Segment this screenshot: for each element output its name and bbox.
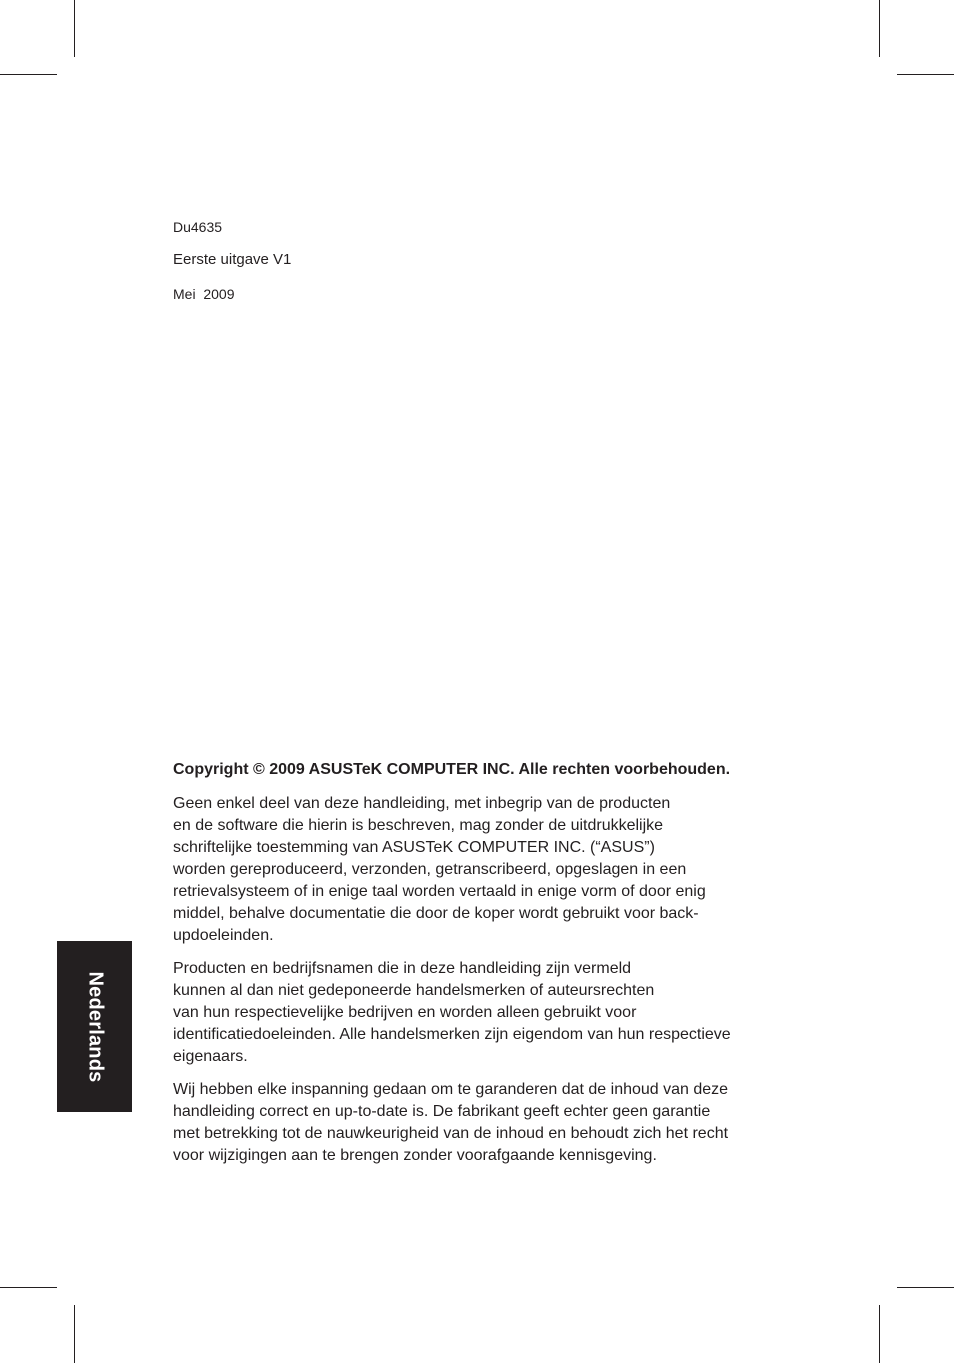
crop-mark-top-right-horizontal (897, 74, 954, 75)
crop-mark-bottom-left-horizontal (0, 1287, 57, 1288)
crop-mark-top-left-vertical (74, 0, 75, 57)
paragraph-reproduction (173, 793, 793, 947)
paragraph-line: identificatiedoeleinden. Alle handelsmerken zijn eigendom van hun respectieve (173, 1026, 731, 1043)
language-side-tab-label: Nederlands (84, 971, 106, 1082)
crop-mark-top-left-horizontal (0, 74, 57, 75)
paragraph-line: middel, behalve documentatie die door de koper wordt gebruikt voor back- (173, 905, 699, 922)
language-side-tab (57, 941, 132, 1112)
crop-mark-bottom-right-horizontal (897, 1287, 954, 1288)
paragraph-line: updoeleinden. (173, 927, 274, 944)
paragraph-line: en de software die hierin is beschreven, mag zonder de uitdrukkelijke (173, 817, 664, 834)
paragraph-line: van hun respectievelijke bedrijven en worden alleen gebruikt voor (173, 1004, 637, 1021)
publication-date: Mei 2009 (173, 286, 235, 302)
paragraph-disclaimer (173, 1079, 793, 1167)
copyright-notice: Copyright © 2009 ASUSTeK COMPUTER INC. Alle rechten voorbehouden. (173, 761, 731, 778)
crop-mark-top-right-vertical (879, 0, 880, 57)
paragraph-line: Geen enkel deel van deze handleiding, met inbegrip van de producten (173, 795, 671, 812)
paragraph-trademarks (173, 958, 793, 1068)
edition-label: Eerste uitgave V1 (173, 251, 292, 268)
copyright-section (173, 759, 793, 1178)
document-code: Du4635 (173, 219, 223, 235)
crop-mark-bottom-right-vertical (879, 1305, 880, 1363)
paragraph-line: met betrekking tot de nauwkeurigheid van de inhoud en behoudt zich het recht (173, 1125, 729, 1142)
paragraph-line: Wij hebben elke inspanning gedaan om te garanderen dat de inhoud van deze (173, 1081, 729, 1098)
paragraph-line: eigenaars. (173, 1048, 248, 1065)
paragraph-line: handleiding correct en up-to-date is. De fabrikant geeft echter geen garantie (173, 1103, 711, 1120)
paragraph-line: voor wijzigingen aan te brengen zonder voorafgaande kennisgeving. (173, 1147, 657, 1164)
crop-mark-bottom-left-vertical (74, 1305, 75, 1363)
paragraph-line: Producten en bedrijfsnamen die in deze handleiding zijn vermeld (173, 960, 632, 977)
paragraph-line: kunnen al dan niet gedeponeerde handelsmerken of auteursrechten (173, 982, 655, 999)
paragraph-line: schriftelijke toestemming van ASUSTeK COMPUTER INC. (“ASUS”) (173, 839, 655, 856)
paragraph-line: retrievalsysteem of in enige taal worden vertaald in enige vorm of door enig (173, 883, 706, 900)
paragraph-line: worden gereproduceerd, verzonden, getranscribeerd, opgeslagen in een (173, 861, 687, 878)
